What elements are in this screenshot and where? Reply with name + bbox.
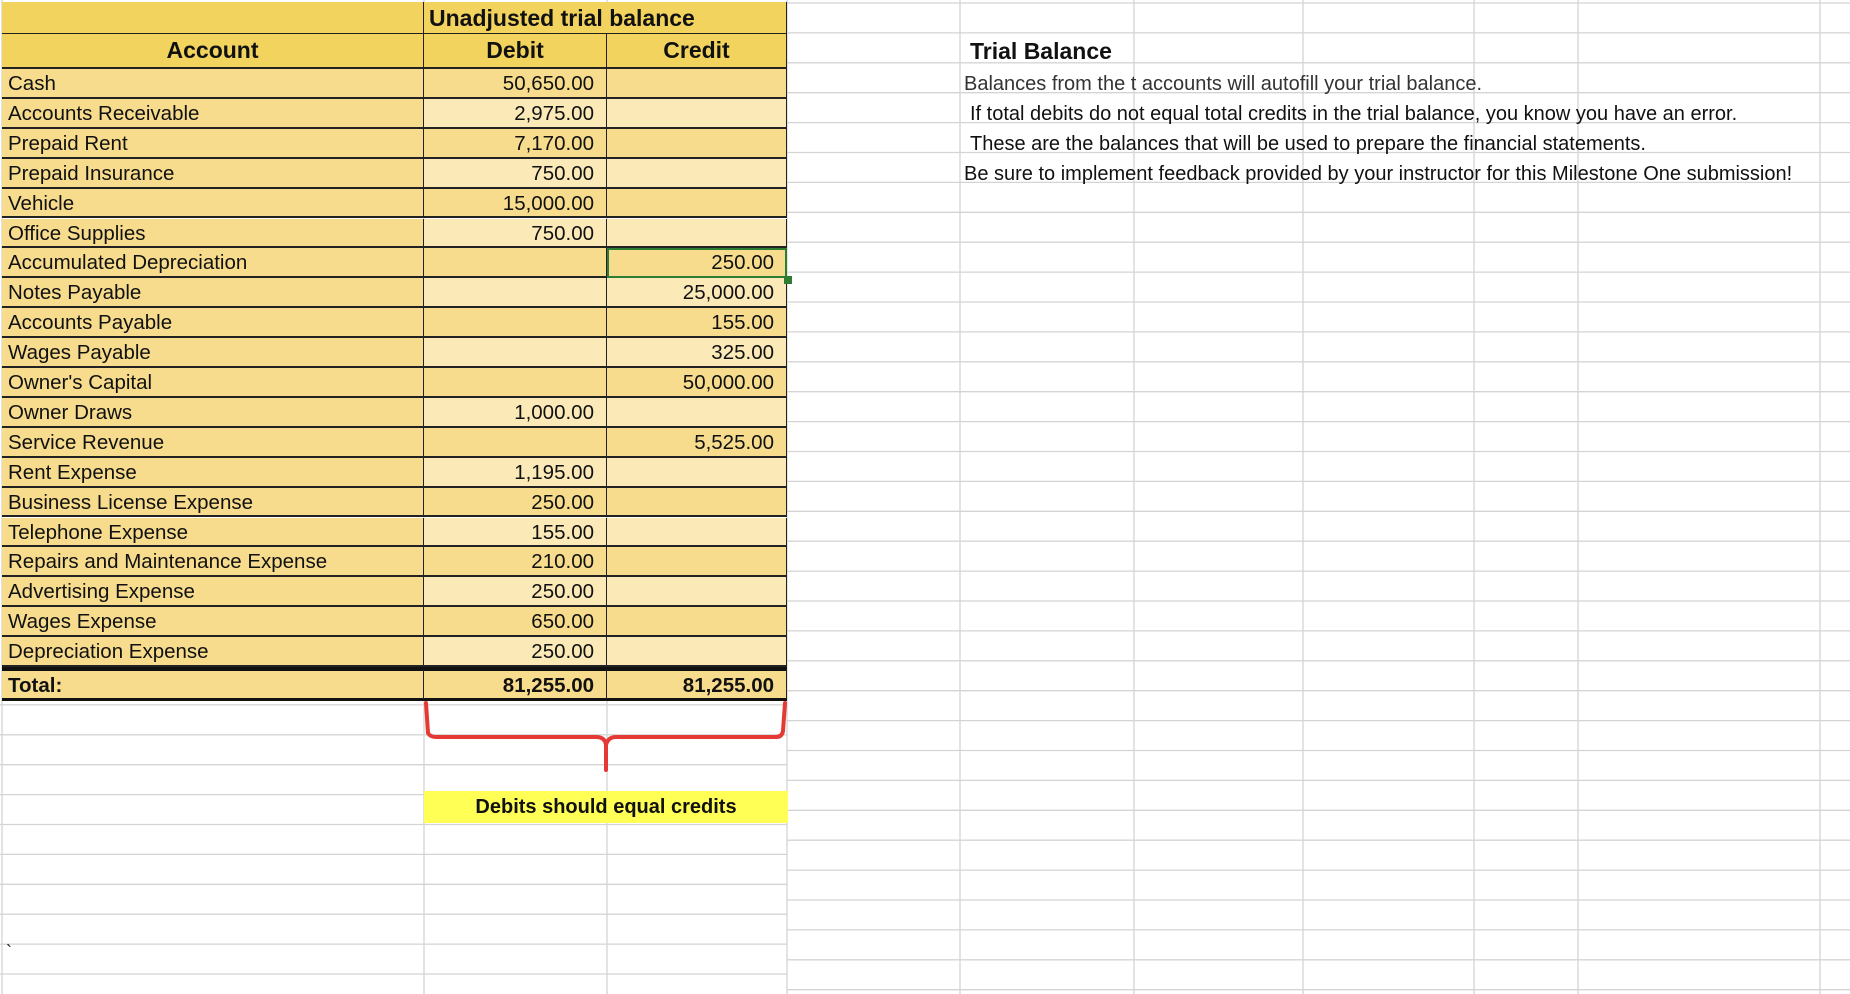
column-header-credit[interactable]: Credit — [607, 33, 787, 69]
selected-credit-cell[interactable]: 250.00 — [607, 248, 787, 278]
account-cell[interactable]: Accumulated Depreciation — [2, 248, 424, 278]
debit-cell[interactable]: 750.00 — [424, 219, 607, 249]
credit-cell[interactable]: 25,000.00 — [607, 278, 787, 308]
credit-cell[interactable]: 325.00 — [607, 338, 787, 368]
debit-cell[interactable] — [424, 428, 607, 458]
column-header-debit[interactable]: Debit — [424, 33, 607, 69]
debit-cell[interactable]: 2,975.00 — [424, 99, 607, 129]
account-cell[interactable]: Telephone Expense — [2, 518, 424, 548]
debits-equal-credits-note: Debits should equal credits — [424, 791, 788, 823]
account-cell[interactable]: Rent Expense — [2, 458, 424, 488]
credit-cell[interactable] — [607, 189, 787, 219]
account-cell[interactable]: Accounts Payable — [2, 308, 424, 338]
credit-cell[interactable] — [607, 398, 787, 428]
debit-cell[interactable]: 1,195.00 — [424, 458, 607, 488]
debit-cell[interactable]: 250.00 — [424, 577, 607, 607]
account-cell[interactable]: Vehicle — [2, 189, 424, 219]
credit-cell[interactable] — [607, 129, 787, 159]
credit-cell[interactable] — [607, 547, 787, 577]
credit-cell[interactable] — [607, 518, 787, 548]
debit-cell[interactable]: 15,000.00 — [424, 189, 607, 219]
debit-cell[interactable]: 7,170.00 — [424, 129, 607, 159]
debit-cell[interactable] — [424, 338, 607, 368]
credit-cell[interactable] — [607, 488, 787, 518]
account-cell[interactable]: Cash — [2, 69, 424, 99]
account-cell[interactable]: Wages Expense — [2, 607, 424, 637]
credit-cell[interactable] — [607, 458, 787, 488]
credit-cell[interactable]: 50,000.00 — [607, 368, 787, 398]
debit-cell[interactable] — [424, 248, 607, 278]
debit-cell[interactable] — [424, 368, 607, 398]
total-debit-cell[interactable]: 81,255.00 — [424, 667, 607, 701]
debit-cell[interactable] — [424, 308, 607, 338]
group-header-cell[interactable]: Unadjusted trial balance — [424, 2, 787, 33]
account-cell[interactable]: Advertising Expense — [2, 577, 424, 607]
column-header-account[interactable]: Account — [2, 33, 424, 69]
account-cell[interactable]: Owner Draws — [2, 398, 424, 428]
account-cell[interactable]: Business License Expense — [2, 488, 424, 518]
trial-balance-note-1: Balances from the t accounts will autofill your trial balance. — [964, 73, 1483, 95]
trial-balance-note-2: If total debits do not equal total credits in the trial balance, you know you have an error. — [970, 103, 1738, 125]
account-cell[interactable]: Notes Payable — [2, 278, 424, 308]
credit-cell[interactable]: 5,525.00 — [607, 428, 787, 458]
credit-cell[interactable]: 155.00 — [607, 308, 787, 338]
trial-balance-note-3: These are the balances that will be used to prepare the financial statements. — [970, 133, 1646, 155]
credit-cell[interactable] — [607, 69, 787, 99]
debit-cell[interactable]: 1,000.00 — [424, 398, 607, 428]
credit-cell[interactable] — [607, 99, 787, 129]
debit-cell[interactable] — [424, 278, 607, 308]
account-cell[interactable]: Repairs and Maintenance Expense — [2, 547, 424, 577]
credit-cell[interactable] — [607, 577, 787, 607]
account-cell[interactable]: Owner's Capital — [2, 368, 424, 398]
trial-balance-note-4: Be sure to implement feedback provided by your instructor for this Milestone One submission! — [964, 163, 1793, 185]
account-cell[interactable]: Accounts Receivable — [2, 99, 424, 129]
header-blank-cell[interactable] — [2, 2, 424, 33]
total-label-cell[interactable]: Total: — [2, 667, 424, 701]
credit-cell[interactable] — [607, 607, 787, 637]
account-cell[interactable]: Wages Payable — [2, 338, 424, 368]
account-cell[interactable]: Service Revenue — [2, 428, 424, 458]
debit-cell[interactable]: 750.00 — [424, 159, 607, 189]
account-cell[interactable]: Depreciation Expense — [2, 637, 424, 667]
debit-cell[interactable]: 50,650.00 — [424, 69, 607, 99]
total-credit-cell[interactable]: 81,255.00 — [607, 667, 787, 701]
trial-balance-title: Trial Balance — [970, 38, 1112, 64]
account-cell[interactable]: Prepaid Insurance — [2, 159, 424, 189]
stray-backtick: ` — [6, 942, 12, 962]
account-cell[interactable]: Office Supplies — [2, 219, 424, 249]
credit-cell[interactable] — [607, 219, 787, 249]
credit-cell[interactable] — [607, 159, 787, 189]
credit-cell[interactable] — [607, 637, 787, 667]
debit-cell[interactable]: 155.00 — [424, 518, 607, 548]
debit-cell[interactable]: 250.00 — [424, 637, 607, 667]
debit-cell[interactable]: 650.00 — [424, 607, 607, 637]
debit-cell[interactable]: 210.00 — [424, 547, 607, 577]
debit-cell[interactable]: 250.00 — [424, 488, 607, 518]
account-cell[interactable]: Prepaid Rent — [2, 129, 424, 159]
